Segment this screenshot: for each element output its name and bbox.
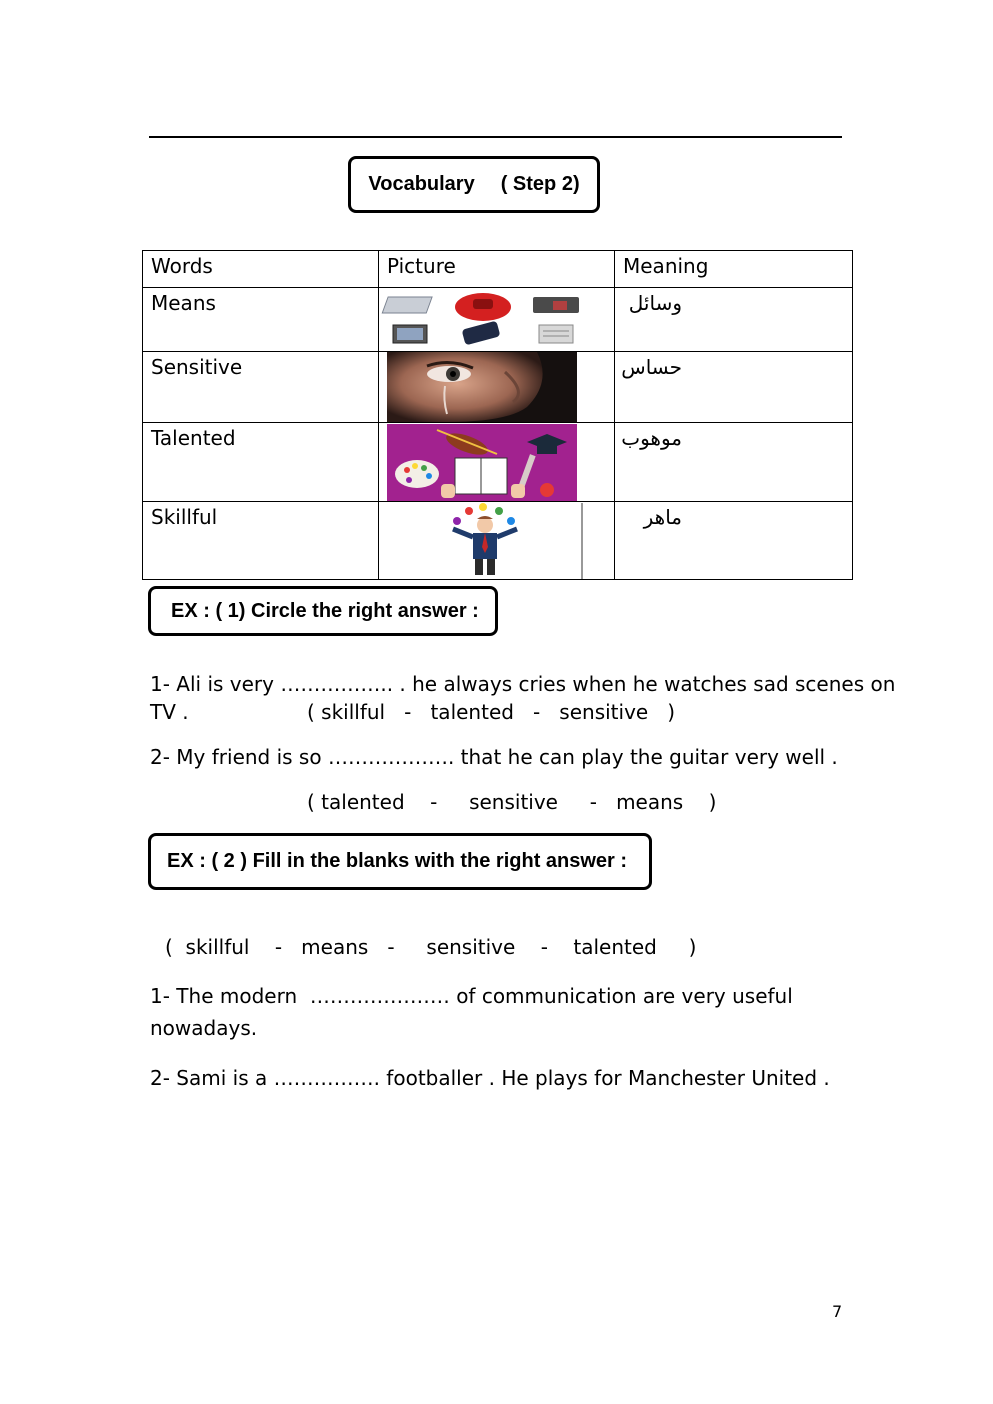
row-meaning: حساس: [615, 352, 853, 423]
row-word: Sensitive: [143, 352, 379, 423]
juggling-man-image: [387, 503, 583, 579]
picture-cell: [379, 502, 615, 580]
table-header-row: [143, 251, 853, 288]
communication-devices-image: [381, 289, 591, 349]
ex2-question-2: 2- Sami is a ……………. footballer . He plays for Manchester United .: [150, 1066, 830, 1090]
vocabulary-table: [142, 250, 853, 580]
header-picture: Picture: [379, 251, 615, 288]
top-rule: [149, 136, 842, 138]
exercise-2-heading-text: EX : ( 2 ) Fill in the blanks with the right answer :: [167, 850, 628, 872]
title-word: Vocabulary: [368, 173, 475, 195]
row-word: Talented: [143, 423, 379, 502]
table-row: [143, 502, 853, 580]
ex1-question-2: 2- My friend is so ………………. that he can play the guitar very well .: [150, 745, 838, 769]
ex1-question-2-options: ( talented - sensitive - means ): [307, 790, 717, 814]
title-step: ( Step 2): [500, 173, 580, 195]
exercise-1-heading: [148, 586, 498, 636]
header-words: Words: [143, 251, 379, 288]
picture-cell: [379, 352, 615, 423]
row-meaning: وسائل: [615, 288, 853, 352]
title-box: [348, 156, 600, 213]
row-meaning: ماهر: [615, 502, 853, 580]
ex2-word-bank: ( skillful - means - sensitive - talented ): [165, 935, 697, 959]
crying-face-image: [387, 352, 577, 422]
ex2-question-1: 1- The modern ………………… of communication are very useful: [150, 984, 793, 1008]
row-meaning: موهوب: [615, 423, 853, 502]
ex1-question-1-tv: TV .: [150, 700, 189, 724]
talents-collage-image: [387, 424, 577, 502]
picture-cell: [379, 423, 615, 502]
picture-cell: [379, 288, 615, 352]
exercise-1-heading-text: EX : ( 1) Circle the right answer :: [171, 599, 479, 622]
table-row: [143, 288, 853, 352]
header-meaning: Meaning: [615, 251, 853, 288]
row-word: Means: [143, 288, 379, 352]
ex1-question-1: 1- Ali is very …………….. . he always cries when he watches sad scenes on: [150, 672, 896, 696]
exercise-2-heading: [148, 833, 652, 890]
row-word: Skillful: [143, 502, 379, 580]
ex2-question-1-cont: nowadays.: [150, 1016, 258, 1040]
page-number: 7: [832, 1302, 843, 1321]
table-row: [143, 423, 853, 502]
ex1-question-1-options: ( skillful - talented - sensitive ): [307, 700, 676, 724]
table-row: [143, 352, 853, 423]
